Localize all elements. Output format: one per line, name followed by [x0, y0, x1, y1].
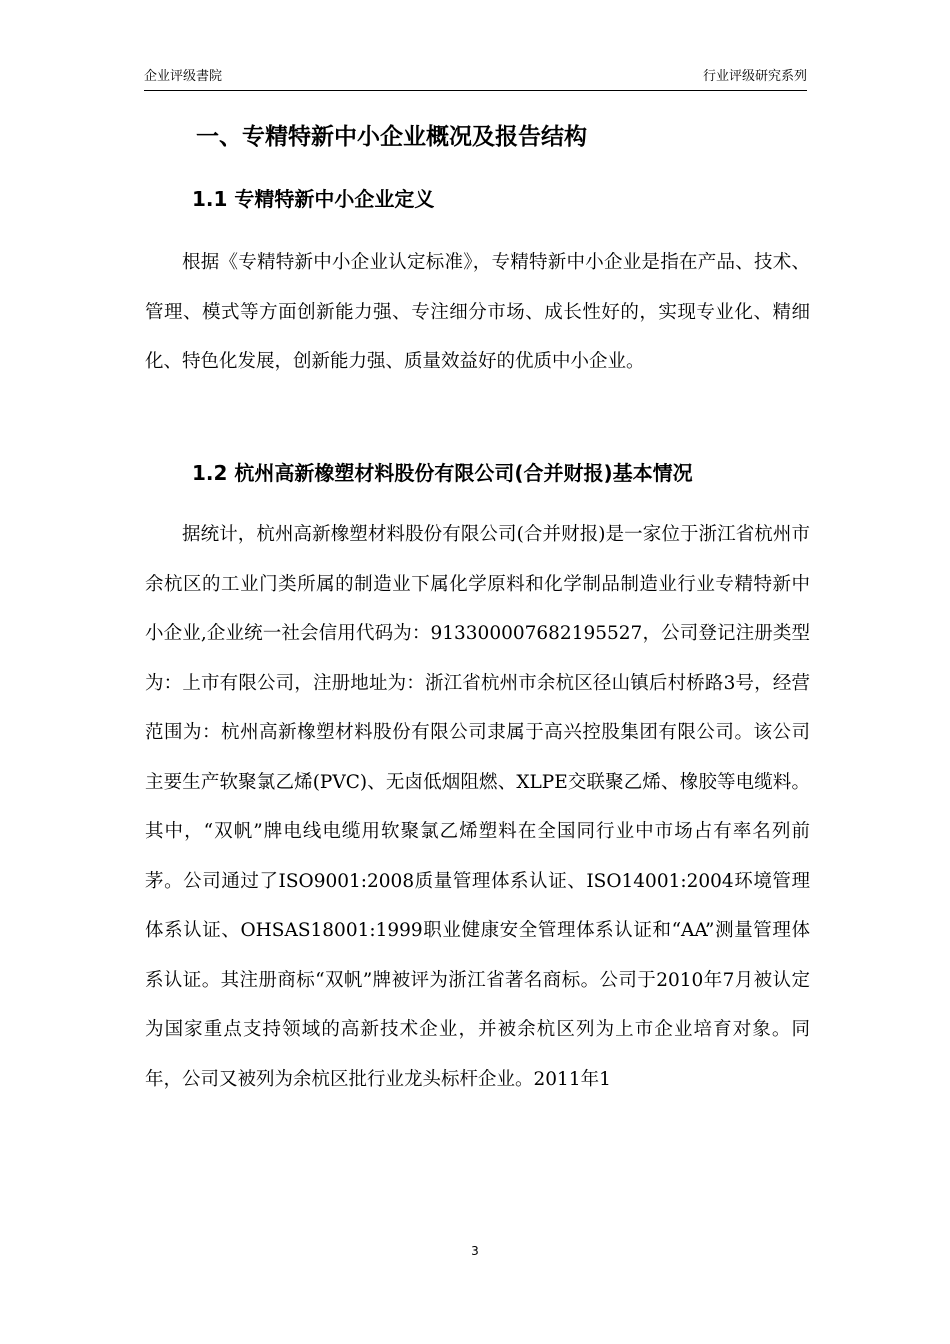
subsection-title-1-2: 1.2 杭州高新橡塑材料股份有限公司(合并财报)基本情况: [192, 461, 693, 485]
subsection-title-1-1: 1.1 专精特新中小企业定义: [192, 187, 435, 211]
section-title: 一、专精特新中小企业概况及报告结构: [196, 124, 587, 150]
page-number: 3: [471, 1244, 479, 1258]
paragraph-definition: 根据《专精特新中小企业认定标准》，专精特新中小企业是指在产品、技术、管理、模式等方面创新能力强、专注细分市场、成长性好的，实现专业化、精细化、特色化发展，创新能力强、质量效益好的优质中小企业。: [145, 252, 810, 372]
paragraph-company-info: 据统计，杭州高新橡塑材料股份有限公司(合并财报)是一家位于浙江省杭州市余杭区的工业门类所属的制造业下属化学原料和化学制品制造业行业专精特新中小企业,企业统一社会信用代码为：913300007682195527，公司登记注册类型为：上市有限公司，注册地址为：浙江省杭州市余杭区径山镇后村桥路3号，经营范围为：杭州高新橡塑材料股份有限公司隶属于高兴控股集团有限公司。该公司主要生产软聚氯乙烯(PVC)、无卤低烟阻燃、XLPE交联聚乙烯、橡胶等电缆料。其中，“双帆”牌电线电缆用软聚氯乙烯塑料在全国同行业中市场占有率名列前茅。公司通过了ISO9001:2008质量管理体系认证、ISO14001:2004环境管理体系认证、OHSAS18001:1999职业健康安全管理体系认证和“AA”测量管理体系认证。其注册商标“双帆”牌被评为浙江省著名商标。公司于2010年7月被认定为国家重点支持领域的高新技术企业，并被余杭区列为上市企业培育对象。同年，公司又被列为余杭区批行业龙头标杆企业。2011年1: [145, 524, 810, 1090]
header-left-text: 企业评级書院: [144, 69, 223, 84]
page-header: [144, 66, 807, 91]
header-right-text: 行业评级研究系列: [702, 69, 807, 84]
